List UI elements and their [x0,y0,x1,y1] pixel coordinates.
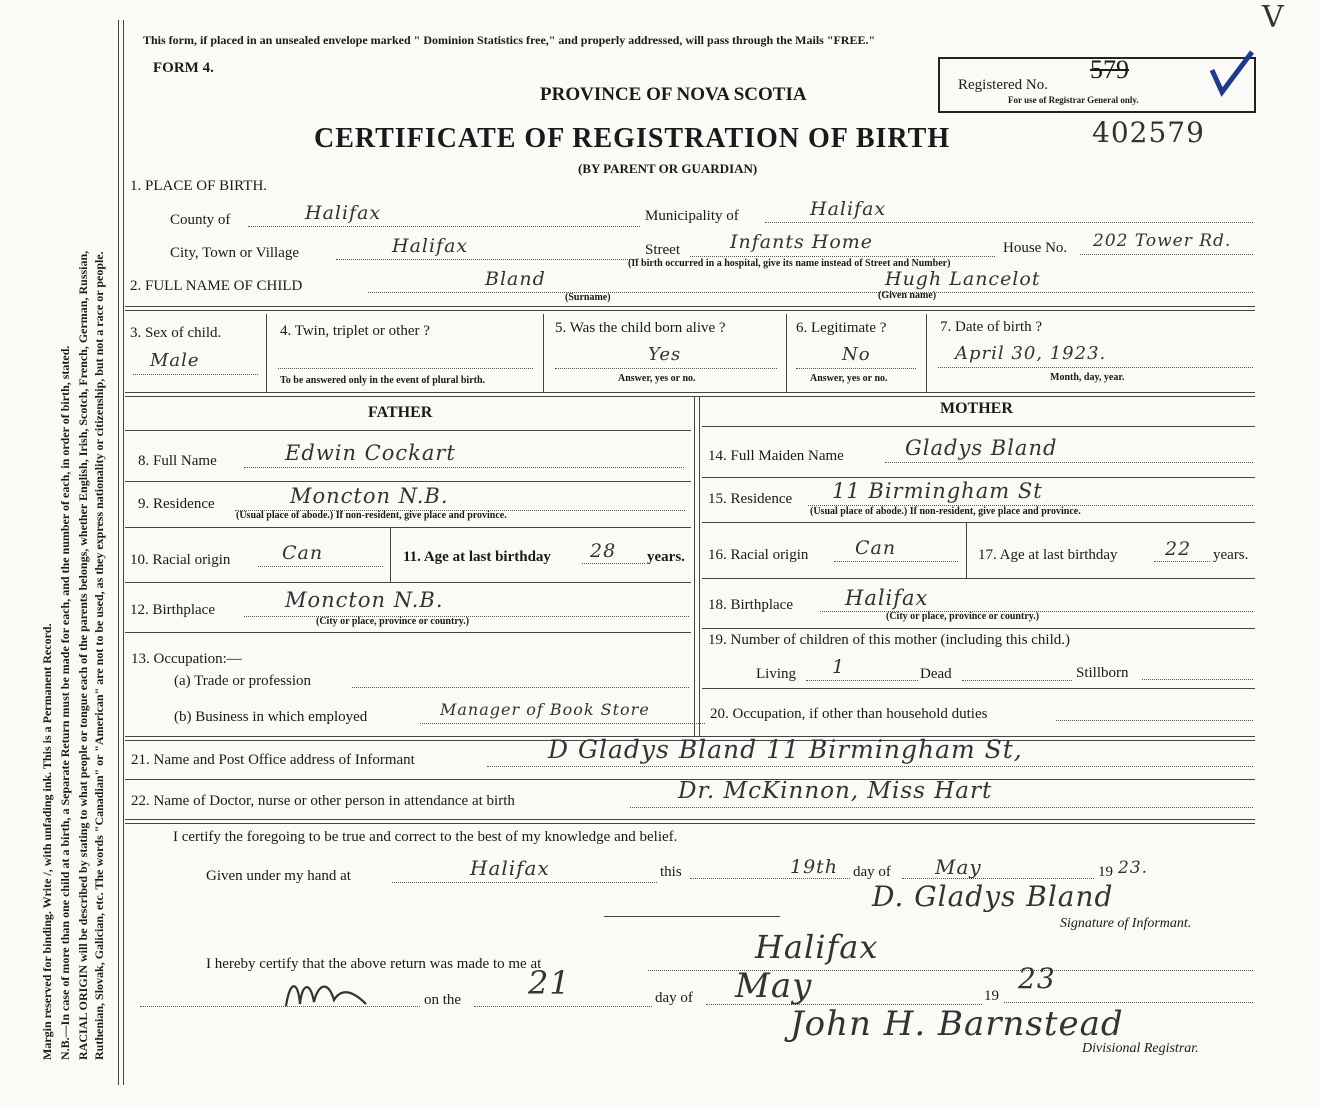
father-occupation-label: 13. Occupation:— [131,651,242,667]
father-name: Edwin Cockart [285,441,456,465]
registrar-place: Halifax [755,928,879,966]
mother-birthplace-label: 18. Birthplace [708,597,793,613]
registrar-year-prefix: 19 [984,988,999,1004]
legitimate-answer-note: Answer, yes or no. [810,373,888,384]
sex-label: 3. Sex of child. [130,325,222,341]
given-year-prefix: 19 [1098,864,1113,880]
father-residence: Moncton N.B. [290,484,449,508]
margin-line-1: Margin reserved for binding. Write /, with unfading ink. This is a Permanent Record. [40,623,54,1060]
alive-value: Yes [648,344,682,365]
city-value: Halifax [392,235,469,257]
surname-note: (Surname) [565,292,611,303]
registrar-year: 23 [1018,962,1056,995]
father-birthplace-label: 12. Birthplace [130,602,215,618]
child-given-name: Hugh Lancelot [885,268,1041,290]
given-under-label: Given under my hand at [206,868,351,884]
city-label: City, Town or Village [170,245,300,261]
mother-race-label: 16. Racial origin [708,547,809,563]
margin-rule [118,20,119,1085]
father-birthplace-note: (City or place, province or country.) [316,616,470,627]
legitimate-label: 6. Legitimate ? [796,320,887,336]
father-age: 28 [590,540,617,562]
margin-rule-inner [123,20,124,1085]
given-month: May [935,855,982,879]
margin-line-4: Ruthenian, Slovak, Galician, etc. The words "Canadian" or "American" are not to be used, as they express nationality or citizenship, but not a race or people. [92,251,106,1060]
given-name-note: (Given name) [878,290,937,301]
given-place: Halifax [470,856,550,880]
registrar-day-of: day of [655,990,693,1006]
sex-value: Male [150,350,200,371]
registered-label: Registered No. [958,77,1048,93]
father-race-label: 10. Racial origin [130,552,231,568]
registrar-signature: John H. Barnstead [790,1004,1124,1044]
corner-check-mark: V [1262,0,1285,35]
county-label: County of [170,212,231,228]
child-surname: Bland [485,268,546,290]
dob-label: 7. Date of birth ? [940,319,1043,335]
stillborn-label: Stillborn [1076,665,1129,681]
doctor-label: 22. Name of Doctor, nurse or other person in attendance at birth [131,793,515,809]
doctor-value: Dr. McKinnon, Miss Hart [678,778,993,804]
given-day-of: day of [853,864,891,880]
alive-label: 5. Was the child born alive ? [555,320,726,336]
binding-margin [30,20,110,1085]
mother-name-label: 14. Full Maiden Name [708,448,844,464]
margin-line-3: RACIAL ORIGIN will be described by stating to what people or tongue each of the parents belongs, whether English, Irish, Scotch, French, German, Russian, [76,250,90,1060]
children-count-label: 19. Number of children of this mother (including this child.) [708,632,1071,648]
father-birthplace: Moncton N.B. [285,588,444,612]
father-heading: FATHER [368,404,433,421]
twin-note: To be answered only in the event of plural birth. [280,375,486,386]
municipality-value: Halifax [810,198,887,220]
form-number: FORM 4. [153,60,214,76]
place-heading: 1. PLACE OF BIRTH. [130,178,268,194]
father-name-label: 8. Full Name [138,453,217,469]
father-residence-label: 9. Residence [138,496,215,512]
mother-residence-label: 15. Residence [708,491,793,507]
informant-value: D Gladys Bland 11 Birmingham St, [548,735,1023,764]
dob-note: Month, day, year. [1050,372,1125,383]
registrar-scribble-icon [280,970,375,1015]
mother-age: 22 [1165,538,1192,560]
informant-signature-label: Signature of Informant. [1060,916,1192,931]
informant-signature: D. Gladys Bland [872,880,1114,913]
registered-value: 579 [1090,55,1129,84]
mother-race: Can [855,537,897,559]
certificate-number: 402579 [1092,116,1205,149]
informant-label: 21. Name and Post Office address of Informant [131,752,415,768]
alive-answer-note: Answer, yes or no. [618,373,696,384]
certify-statement: I certify the foregoing to be true and correct to the best of my knowledge and belief. [173,829,678,845]
father-business: Manager of Book Store [440,700,650,719]
child-name-label: 2. FULL NAME OF CHILD [130,278,303,294]
dob-value: April 30, 1923. [955,343,1107,364]
municipality-label: Municipality of [645,208,739,224]
house-label: House No. [1003,240,1068,256]
county-value: Halifax [305,202,382,224]
father-age-label: 11. Age at last birthday [403,549,551,565]
father-race: Can [282,542,324,564]
mother-years: years. [1213,547,1249,563]
certificate-subtitle: (BY PARENT OR GUARDIAN) [578,161,758,176]
mother-birthplace: Halifax [845,586,929,610]
mother-residence: 11 Birmingham St [832,479,1043,503]
mother-age-label: 17. Age at last birthday [978,547,1118,563]
check-mark-icon [1208,48,1258,98]
given-year: 23. [1118,858,1149,878]
street-value: Infants Home [730,231,874,253]
registrar-note: For use of Registrar General only. [1008,95,1139,105]
registrar-day: 21 [528,964,571,1002]
on-the-label: on the [424,992,462,1008]
mother-name: Gladys Bland [905,436,1058,460]
father-residence-note: (Usual place of abode.) If non-resident, give place and province. [236,510,507,521]
province-heading: PROVINCE OF NOVA SCOTIA [540,84,807,105]
mother-residence-note: (Usual place of abode.) If non-resident, give place and province. [810,506,1081,517]
legitimate-value: No [842,344,871,365]
business-label: (b) Business in which employed [174,709,368,725]
twin-label: 4. Twin, triplet or other ? [280,323,430,339]
mother-heading: MOTHER [940,400,1013,417]
mother-occupation-label: 20. Occupation, if other than household duties [710,706,988,722]
father-years: years. [647,549,685,565]
given-day: 19th [790,856,839,878]
trade-label: (a) Trade or profession [174,673,312,689]
mother-birthplace-note: (City or place, province or country.) [886,611,1040,622]
registrar-month: May [735,966,813,1006]
registrar-signature-label: Divisional Registrar. [1082,1041,1199,1056]
certificate-title: CERTIFICATE OF REGISTRATION OF BIRTH [314,123,951,154]
dead-label: Dead [920,666,952,682]
living-label: Living [756,666,796,682]
house-value: 202 Tower Rd. [1093,231,1232,251]
margin-line-2: N.B.—In case of more than one child at a birth, a Separate Return must be made for each, and the number of each, in order of birth, stated. [58,345,72,1060]
street-label: Street [645,242,680,258]
mail-notice: This form, if placed in an unsealed envelope marked " Dominion Statistics free," and properly addressed, will pass through the Mails "FREE." [143,33,876,47]
hospital-note: (If birth occurred in a hospital, give its name instead of Street and Number) [628,258,951,269]
this-label: this [660,864,682,880]
living-value: 1 [832,656,846,678]
registrar-statement: I hereby certify that the above return was made to me at [206,956,542,972]
